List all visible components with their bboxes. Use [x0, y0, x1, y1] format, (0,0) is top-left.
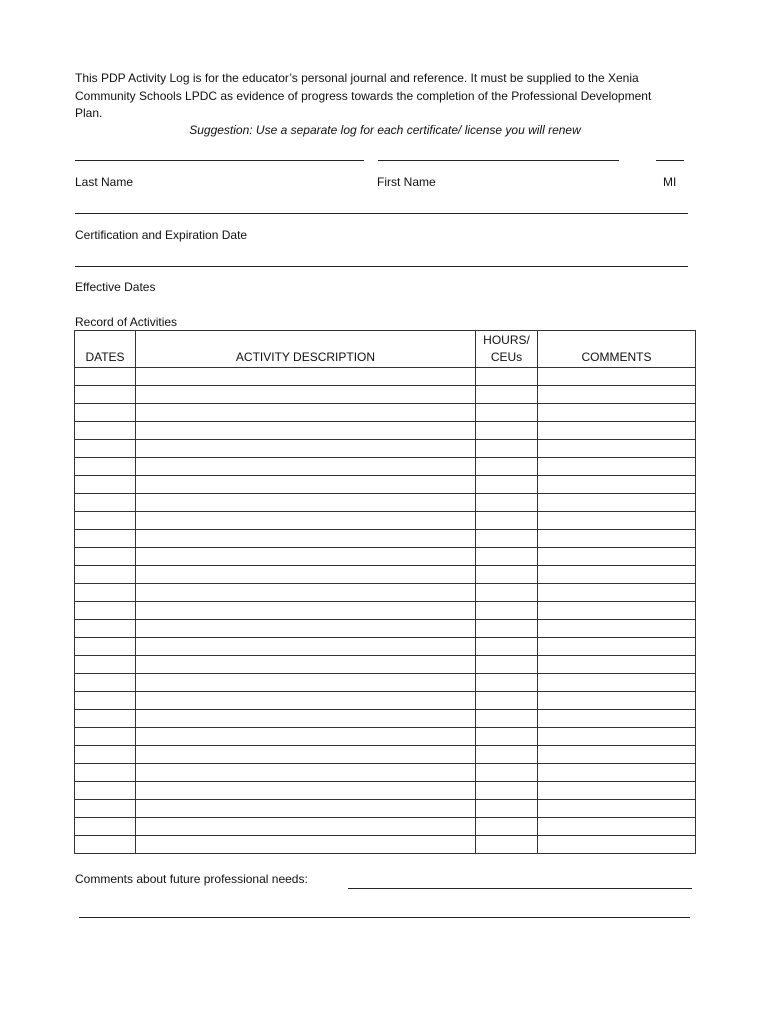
comments-cell[interactable]: [538, 386, 696, 404]
date-cell[interactable]: [75, 782, 136, 800]
activity-log-body: [75, 368, 696, 854]
hours-cell[interactable]: [476, 764, 538, 782]
activity-log-table: [74, 330, 696, 854]
last-name-label: Last Name: [75, 175, 134, 189]
date-cell[interactable]: [75, 746, 136, 764]
hours-cell[interactable]: [476, 710, 538, 728]
hours-cell[interactable]: [476, 692, 538, 710]
date-cell[interactable]: [75, 566, 136, 584]
first-name-line[interactable]: [378, 160, 619, 161]
activity-cell[interactable]: [136, 620, 476, 638]
date-cell[interactable]: [75, 638, 136, 656]
table-row: [75, 530, 696, 548]
last-name-line[interactable]: [75, 160, 364, 161]
date-cell[interactable]: [75, 494, 136, 512]
comments-cell[interactable]: [538, 458, 696, 476]
comments-cell[interactable]: [538, 656, 696, 674]
table-row: [75, 674, 696, 692]
activity-cell[interactable]: [136, 638, 476, 656]
header-comments: COMMENTS: [538, 331, 696, 368]
comments-cell[interactable]: [538, 800, 696, 818]
intro-paragraph: [75, 70, 695, 123]
activity-cell[interactable]: [136, 476, 476, 494]
table-row: [75, 458, 696, 476]
hours-cell[interactable]: [476, 638, 538, 656]
table-row: [75, 782, 696, 800]
comments-cell[interactable]: [538, 440, 696, 458]
date-cell[interactable]: [75, 422, 136, 440]
activity-cell[interactable]: [136, 710, 476, 728]
hours-cell[interactable]: [476, 728, 538, 746]
hours-cell[interactable]: [476, 746, 538, 764]
comments-cell[interactable]: [538, 674, 696, 692]
date-cell[interactable]: [75, 476, 136, 494]
table-row: [75, 764, 696, 782]
comments-cell[interactable]: [538, 836, 696, 854]
table-row: [75, 386, 696, 404]
hours-cell[interactable]: [476, 368, 538, 386]
header-hours-line2: CEUs: [490, 350, 523, 364]
hours-cell[interactable]: [476, 602, 538, 620]
hours-cell[interactable]: [476, 800, 538, 818]
comments-cell[interactable]: [538, 422, 696, 440]
comments-cell[interactable]: [538, 746, 696, 764]
date-cell[interactable]: [75, 368, 136, 386]
comments-cell[interactable]: [538, 818, 696, 836]
activity-cell[interactable]: [136, 818, 476, 836]
hours-cell[interactable]: [476, 818, 538, 836]
activity-cell[interactable]: [136, 386, 476, 404]
table-row: [75, 404, 696, 422]
activity-cell[interactable]: [136, 368, 476, 386]
hours-cell[interactable]: [476, 458, 538, 476]
activity-cell[interactable]: [136, 656, 476, 674]
header-hours-line1: HOURS/: [483, 333, 530, 347]
activity-cell[interactable]: [136, 530, 476, 548]
activity-cell[interactable]: [136, 422, 476, 440]
record-title: Record of Activities: [75, 315, 178, 329]
table-row: [75, 710, 696, 728]
mi-line[interactable]: [656, 160, 684, 161]
table-row: [75, 440, 696, 458]
suggestion-note: Suggestion: Use a separate log for each certificate/ license you will renew: [189, 123, 581, 137]
table-row: [75, 566, 696, 584]
table-row: [75, 494, 696, 512]
hours-cell[interactable]: [476, 494, 538, 512]
comments-cell[interactable]: [538, 782, 696, 800]
hours-cell[interactable]: [476, 620, 538, 638]
table-row: [75, 548, 696, 566]
activity-cell[interactable]: [136, 602, 476, 620]
date-cell[interactable]: [75, 710, 136, 728]
table-row: [75, 728, 696, 746]
date-cell[interactable]: [75, 458, 136, 476]
date-cell[interactable]: [75, 818, 136, 836]
date-cell[interactable]: [75, 656, 136, 674]
comments-cell[interactable]: [538, 602, 696, 620]
mi-label: MI: [663, 175, 677, 189]
date-cell[interactable]: [75, 386, 136, 404]
table-row: [75, 476, 696, 494]
table-row: [75, 368, 696, 386]
comments-cell[interactable]: [538, 494, 696, 512]
hours-cell[interactable]: [476, 566, 538, 584]
intro-line-3: Plan.: [75, 106, 103, 120]
table-row: [75, 836, 696, 854]
table-row: [75, 638, 696, 656]
hours-cell[interactable]: [476, 476, 538, 494]
date-cell[interactable]: [75, 530, 136, 548]
activity-cell[interactable]: [136, 458, 476, 476]
hours-cell[interactable]: [476, 512, 538, 530]
date-cell[interactable]: [75, 800, 136, 818]
activity-cell[interactable]: [136, 584, 476, 602]
table-row: [75, 692, 696, 710]
date-cell[interactable]: [75, 674, 136, 692]
activity-cell[interactable]: [136, 836, 476, 854]
comments-cell[interactable]: [538, 728, 696, 746]
date-cell[interactable]: [75, 440, 136, 458]
comments-cell[interactable]: [538, 368, 696, 386]
header-hours-ceus: [476, 331, 538, 368]
activity-cell[interactable]: [136, 728, 476, 746]
future-needs-line-1[interactable]: [348, 888, 692, 889]
comments-cell[interactable]: [538, 692, 696, 710]
comments-cell[interactable]: [538, 404, 696, 422]
table-row: [75, 602, 696, 620]
intro-line-1: This PDP Activity Log is for the educator’s personal journal and reference. It must be supplied to the Xenia: [75, 71, 639, 85]
comments-cell[interactable]: [538, 476, 696, 494]
activity-cell[interactable]: [136, 692, 476, 710]
hours-cell[interactable]: [476, 530, 538, 548]
activity-cell[interactable]: [136, 674, 476, 692]
date-cell[interactable]: [75, 584, 136, 602]
comments-cell[interactable]: [538, 584, 696, 602]
activity-cell[interactable]: [136, 800, 476, 818]
activity-cell[interactable]: [136, 512, 476, 530]
date-cell[interactable]: [75, 764, 136, 782]
certification-line[interactable]: [75, 213, 688, 214]
activity-cell[interactable]: [136, 404, 476, 422]
activity-cell[interactable]: [136, 782, 476, 800]
activity-cell[interactable]: [136, 746, 476, 764]
header-activity-description: ACTIVITY DESCRIPTION: [136, 331, 476, 368]
comments-cell[interactable]: [538, 530, 696, 548]
table-header-row: [75, 331, 696, 368]
table-row: [75, 422, 696, 440]
comments-cell[interactable]: [538, 764, 696, 782]
hours-cell[interactable]: [476, 404, 538, 422]
comments-cell[interactable]: [538, 566, 696, 584]
activity-cell[interactable]: [136, 548, 476, 566]
comments-cell[interactable]: [538, 710, 696, 728]
hours-cell[interactable]: [476, 386, 538, 404]
hours-cell[interactable]: [476, 674, 538, 692]
date-cell[interactable]: [75, 692, 136, 710]
table-row: [75, 512, 696, 530]
activity-cell[interactable]: [136, 764, 476, 782]
date-cell[interactable]: [75, 620, 136, 638]
hours-cell[interactable]: [476, 584, 538, 602]
table-row: [75, 620, 696, 638]
future-needs-label: Comments about future professional needs:: [75, 872, 308, 886]
table-row: [75, 746, 696, 764]
effective-dates-line[interactable]: [75, 266, 688, 267]
activity-cell[interactable]: [136, 566, 476, 584]
date-cell[interactable]: [75, 836, 136, 854]
date-cell[interactable]: [75, 548, 136, 566]
table-row: [75, 800, 696, 818]
table-row: [75, 584, 696, 602]
first-name-label: First Name: [377, 175, 436, 189]
comments-cell[interactable]: [538, 638, 696, 656]
hours-cell[interactable]: [476, 548, 538, 566]
activity-cell[interactable]: [136, 494, 476, 512]
date-cell[interactable]: [75, 602, 136, 620]
date-cell[interactable]: [75, 512, 136, 530]
table-row: [75, 818, 696, 836]
intro-line-2: Community Schools LPDC as evidence of progress towards the completion of the Professional Development: [75, 88, 652, 103]
header-dates: DATES: [75, 331, 136, 368]
future-needs-line-2[interactable]: [79, 917, 690, 918]
comments-cell[interactable]: [538, 620, 696, 638]
hours-cell[interactable]: [476, 422, 538, 440]
date-cell[interactable]: [75, 404, 136, 422]
date-cell[interactable]: [75, 728, 136, 746]
hours-cell[interactable]: [476, 656, 538, 674]
activity-cell[interactable]: [136, 440, 476, 458]
certification-label: Certification and Expiration Date: [75, 228, 248, 242]
comments-cell[interactable]: [538, 548, 696, 566]
table-row: [75, 656, 696, 674]
hours-cell[interactable]: [476, 440, 538, 458]
hours-cell[interactable]: [476, 836, 538, 854]
effective-dates-label: Effective Dates: [75, 280, 156, 294]
comments-cell[interactable]: [538, 512, 696, 530]
hours-cell[interactable]: [476, 782, 538, 800]
